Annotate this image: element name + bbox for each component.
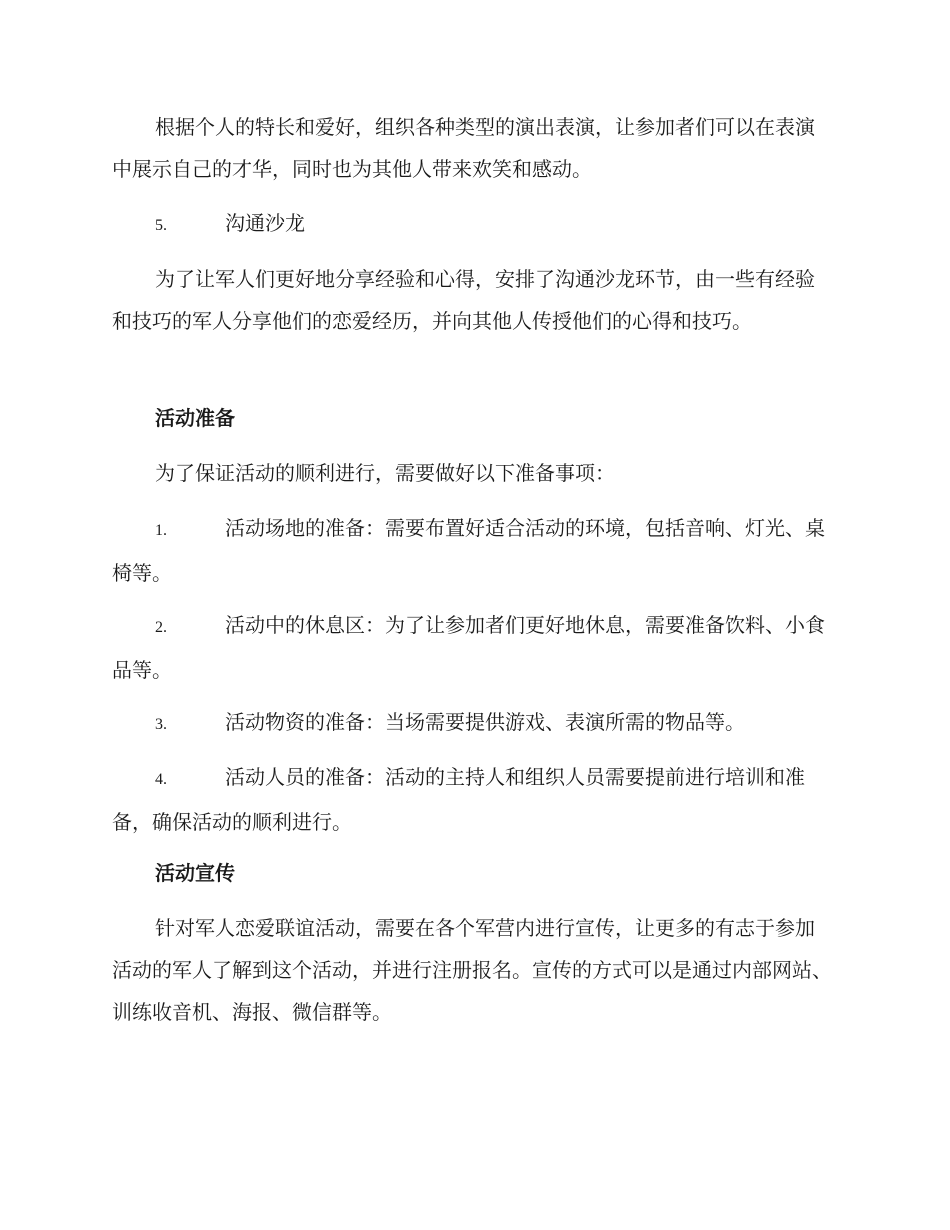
list-item-text: 活动人员的准备：活动的主持人和组织人员需要提前进行培训和准备，确保活动的顺利进行。 xyxy=(112,765,805,834)
list-number: 2. xyxy=(155,619,167,636)
list-number: 1. xyxy=(155,522,167,539)
list-number: 4. xyxy=(155,771,167,788)
list-item-prep-4 xyxy=(112,756,832,843)
list-item-prep-3 xyxy=(112,701,832,746)
list-item-salon xyxy=(112,202,832,247)
heading-promotion: 活动宣传 xyxy=(155,861,235,885)
list-number: 3. xyxy=(155,716,167,733)
paragraph-salon: 为了让军人们更好地分享经验和心得，安排了沟通沙龙环节，由一些有经验和技巧的军人分享他们的恋爱经历，并向其他人传授他们的心得和技巧。 xyxy=(112,267,815,333)
paragraph-promotion: 针对军人恋爱联谊活动，需要在各个军营内进行宣传，让更多的有志于参加活动的军人了解到这个活动，并进行注册报名。宣传的方式可以是通过内部网站、训练收音机、海报、微信群等。 xyxy=(112,916,832,1024)
list-item-text: 活动物资的准备：当场需要提供游戏、表演所需的物品等。 xyxy=(225,710,745,734)
heading-preparation: 活动准备 xyxy=(155,406,235,430)
list-item-text: 沟通沙龙 xyxy=(225,211,305,235)
list-item-text: 活动中的休息区：为了让参加者们更好地休息，需要准备饮料、小食品等。 xyxy=(112,613,825,682)
paragraph-performance: 根据个人的特长和爱好，组织各种类型的演出表演，让参加者们可以在表演中展示自己的才华，同时也为其他人带来欢笑和感动。 xyxy=(112,115,815,181)
list-item-prep-1 xyxy=(112,507,832,594)
list-item-prep-2 xyxy=(112,604,832,691)
paragraph-prep-intro: 为了保证活动的顺利进行，需要做好以下准备事项： xyxy=(155,461,615,485)
list-number: 5. xyxy=(155,217,167,234)
list-item-text: 活动场地的准备：需要布置好适合活动的环境，包括音响、灯光、桌椅等。 xyxy=(112,516,825,585)
